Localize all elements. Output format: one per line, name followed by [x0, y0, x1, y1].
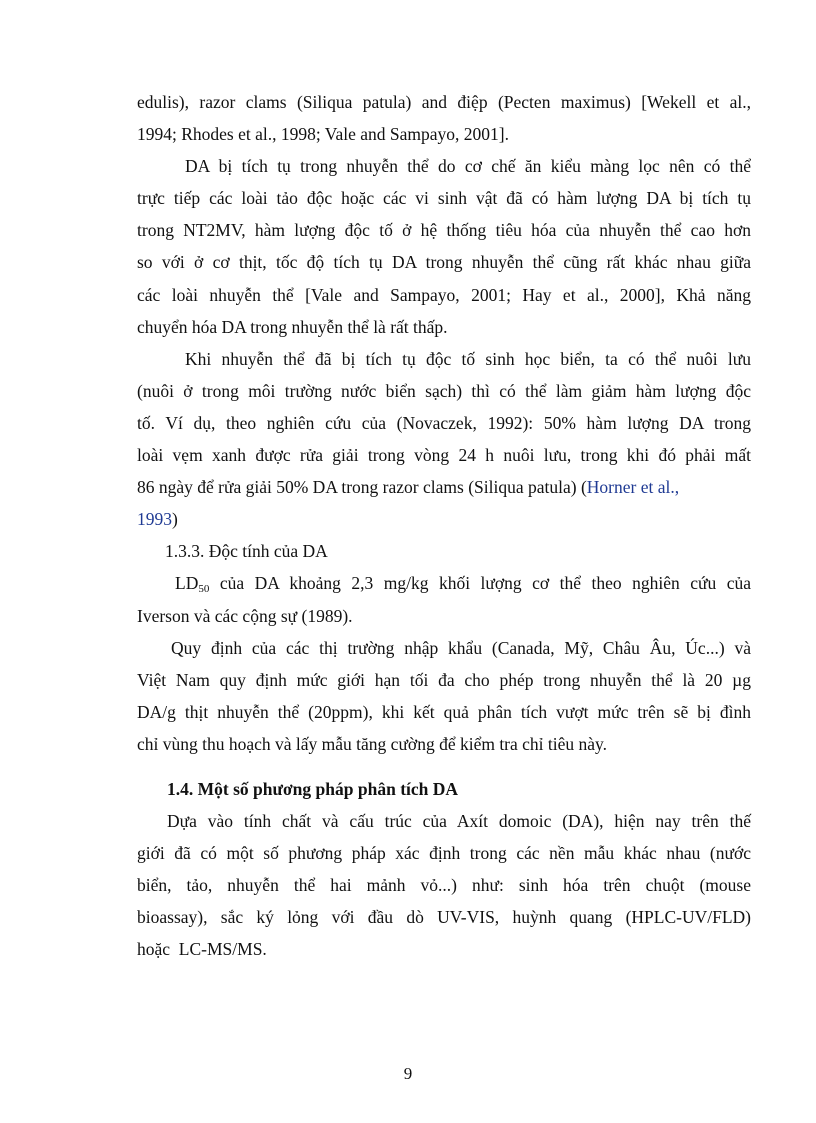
paragraph-5	[137, 632, 751, 760]
text-line	[137, 567, 751, 599]
paragraph-1	[137, 86, 751, 150]
citation-link[interactable]: Horner et al.,	[586, 477, 680, 498]
text-line: trực tiếp các loài tảo độc hoặc các vi sinh vật đã có hàm lượng DA bị tích tụ	[137, 188, 751, 209]
ld-subscript: 50	[198, 583, 210, 596]
text-line: (nuôi ở trong môi trường nước biển sạch) thì có thể làm giảm hàm lượng độc	[137, 380, 751, 401]
section-heading-1-3-3: 1.3.3. Độc tính của DA	[165, 541, 328, 562]
text-line: bioassay), sắc ký lỏng với đầu dò UV-VIS, huỳnh quang (HPLC-UV/FLD)	[137, 907, 751, 928]
text-line	[137, 503, 751, 535]
text-line: edulis), razor clams (Siliqua patula) and điệp (Pecten maximus) [Wekell et al.,	[137, 92, 751, 112]
page-number: 9	[403, 1064, 413, 1083]
text-line: 1994; Rhodes et al., 1998; Vale and Sampayo, 2001].	[137, 124, 509, 145]
text-line: so với ở cơ thịt, tốc độ tích tụ DA trong nhuyễn thể cũng rất khác nhau giữa	[137, 252, 751, 273]
text-line: hoặc LC-MS/MS.	[137, 939, 267, 960]
paragraph-4	[137, 567, 751, 631]
text-line: Iverson và các cộng sự (1989).	[137, 605, 353, 626]
text-line: DA/g thịt nhuyễn thể (20ppm), khi kết quả phân tích vượt mức trên sẽ bị đình	[137, 701, 751, 722]
paragraph-3	[137, 343, 751, 536]
text-line: chuyển hóa DA trong nhuyễn thể là rất thấp.	[137, 316, 448, 337]
text-line: Quy định của các thị trường nhập khẩu (Canada, Mỹ, Châu Âu, Úc...) và	[171, 637, 751, 658]
text-line: tố. Ví dụ, theo nghiên cứu của (Novaczek, 1992): 50% hàm lượng DA trong	[137, 412, 751, 433]
text-line: các loài nhuyễn thể [Vale and Sampayo, 2001; Hay et al., 2000], Khả năng	[137, 284, 751, 305]
paragraph-6	[137, 805, 751, 965]
text-line: loài vẹm xanh được rửa giải trong vòng 24 h nuôi lưu, trong khi đó phải mất	[137, 445, 751, 466]
text-line: Dựa vào tính chất và cấu trúc của Axít domoic (DA), hiện nay trên thế	[167, 811, 751, 832]
text-line: DA bị tích tụ trong nhuyễn thể do cơ chế ăn kiểu màng lọc nên có thể	[185, 156, 751, 177]
text-line: chỉ vùng thu hoạch và lấy mẫu tăng cường để kiểm tra chỉ tiêu này.	[137, 733, 608, 754]
document-page	[137, 86, 751, 966]
text-line: trong NT2MV, hàm lượng độc tố ở hệ thống tiêu hóa của nhuyễn thể cao hơn	[137, 220, 751, 241]
text-line	[137, 471, 751, 503]
text-span: 86 ngày để rửa giải 50% DA trong razor clams (Siliqua patula) (	[137, 477, 587, 498]
text-span: của DA khoảng 2,3 mg/kg khối lượng cơ thể theo nghiên cứu của	[209, 573, 751, 594]
paragraph-2	[137, 150, 751, 343]
text-line: biển, tảo, nhuyễn thể hai mảnh vỏ...) như: sinh hóa trên chuột (mouse	[137, 875, 751, 896]
text-line: giới đã có một số phương pháp xác định trong các nền mẫu khác nhau (nước	[137, 843, 751, 864]
ld-label: LD	[175, 573, 199, 594]
section-heading-1-4: 1.4. Một số phương pháp phân tích DA	[167, 778, 459, 799]
text-span: )	[172, 509, 178, 530]
citation-link-year[interactable]: 1993	[137, 509, 172, 530]
text-line: Khi nhuyễn thể đã bị tích tụ độc tố sinh học biển, ta có thể nuôi lưu	[185, 348, 751, 369]
text-line: Việt Nam quy định mức giới hạn tối đa cho phép trong nhuyễn thể là 20 µg	[137, 669, 751, 690]
